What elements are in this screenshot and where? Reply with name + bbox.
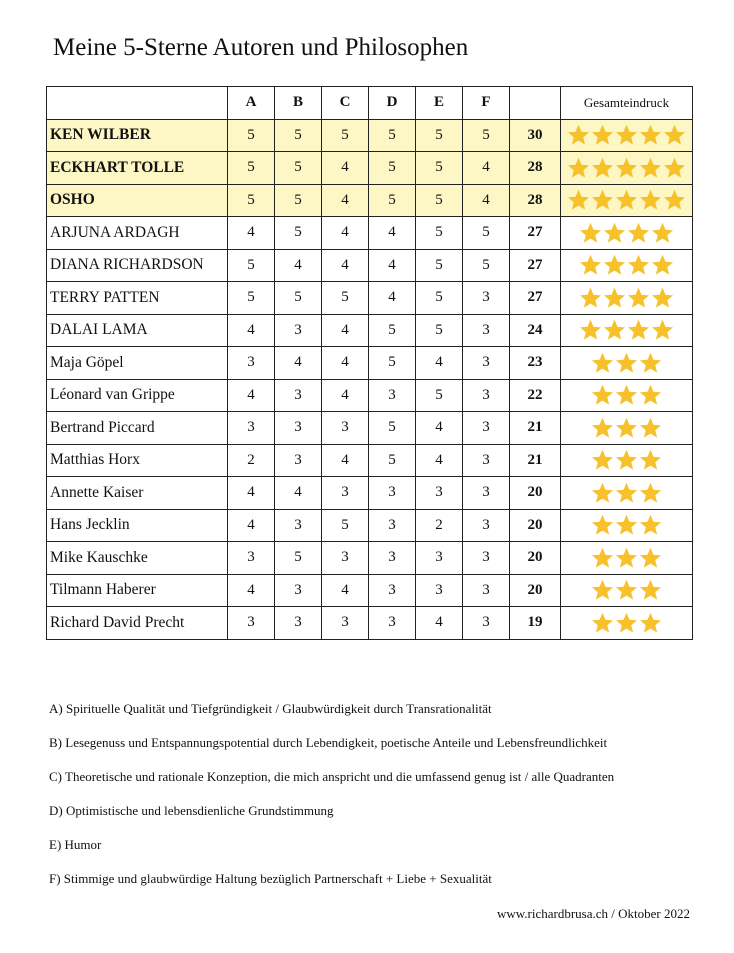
score-c: 4 bbox=[322, 217, 369, 250]
author-name: Léonard van Grippe bbox=[47, 379, 228, 412]
star-icon bbox=[639, 514, 662, 536]
score-a: 4 bbox=[228, 509, 275, 542]
star-icon bbox=[567, 124, 590, 146]
score-a: 3 bbox=[228, 607, 275, 640]
score-f: 4 bbox=[463, 152, 510, 185]
star-icon bbox=[603, 222, 626, 244]
star-icon bbox=[639, 157, 662, 179]
star-icon bbox=[567, 157, 590, 179]
star-icon bbox=[591, 189, 614, 211]
score-total: 27 bbox=[510, 282, 561, 315]
star-icon bbox=[579, 222, 602, 244]
author-name: Mike Kauschke bbox=[47, 542, 228, 575]
score-d: 3 bbox=[369, 477, 416, 510]
score-e: 5 bbox=[416, 119, 463, 152]
table-row bbox=[47, 119, 693, 152]
star-icon bbox=[639, 352, 662, 374]
author-name: Matthias Horx bbox=[47, 444, 228, 477]
table-row bbox=[47, 574, 693, 607]
author-name: Annette Kaiser bbox=[47, 477, 228, 510]
star-rating bbox=[561, 607, 693, 640]
author-name: Bertrand Piccard bbox=[47, 412, 228, 445]
star-icon bbox=[639, 124, 662, 146]
score-d: 3 bbox=[369, 542, 416, 575]
author-name: Maja Göpel bbox=[47, 347, 228, 380]
score-d: 5 bbox=[369, 152, 416, 185]
score-b: 4 bbox=[275, 249, 322, 282]
star-rating bbox=[561, 347, 693, 380]
score-a: 5 bbox=[228, 249, 275, 282]
score-c: 4 bbox=[322, 347, 369, 380]
legend-item-c: C) Theoretische und rationale Konzeption, die mich anspricht und die umfassend genug ist / alle Quadranten bbox=[49, 769, 615, 784]
score-a: 4 bbox=[228, 314, 275, 347]
star-icon bbox=[615, 352, 638, 374]
star-icon bbox=[627, 319, 650, 341]
score-c: 5 bbox=[322, 282, 369, 315]
header-e: E bbox=[416, 87, 463, 120]
score-e: 5 bbox=[416, 217, 463, 250]
score-e: 4 bbox=[416, 444, 463, 477]
score-b: 5 bbox=[275, 217, 322, 250]
score-c: 5 bbox=[322, 119, 369, 152]
score-d: 4 bbox=[369, 217, 416, 250]
star-icon bbox=[615, 482, 638, 504]
ratings-table bbox=[46, 86, 693, 640]
score-a: 5 bbox=[228, 152, 275, 185]
table-row bbox=[47, 412, 693, 445]
score-b: 3 bbox=[275, 574, 322, 607]
star-rating bbox=[561, 184, 693, 217]
star-rating bbox=[561, 249, 693, 282]
table-row bbox=[47, 152, 693, 185]
score-total: 22 bbox=[510, 379, 561, 412]
score-b: 3 bbox=[275, 412, 322, 445]
score-f: 3 bbox=[463, 379, 510, 412]
score-a: 5 bbox=[228, 119, 275, 152]
score-f: 3 bbox=[463, 444, 510, 477]
table-row bbox=[47, 509, 693, 542]
header-name bbox=[47, 87, 228, 120]
score-c: 3 bbox=[322, 477, 369, 510]
star-rating bbox=[561, 217, 693, 250]
score-d: 5 bbox=[369, 444, 416, 477]
score-d: 3 bbox=[369, 379, 416, 412]
score-e: 5 bbox=[416, 184, 463, 217]
score-e: 2 bbox=[416, 509, 463, 542]
header-b: B bbox=[275, 87, 322, 120]
score-c: 4 bbox=[322, 249, 369, 282]
score-b: 3 bbox=[275, 509, 322, 542]
table-row bbox=[47, 282, 693, 315]
star-icon bbox=[615, 157, 638, 179]
score-d: 4 bbox=[369, 282, 416, 315]
star-icon bbox=[639, 449, 662, 471]
legend-item-f: F) Stimmige und glaubwürdige Haltung bezüglich Partnerschaft + Liebe + Sexualität bbox=[49, 871, 492, 886]
score-a: 4 bbox=[228, 477, 275, 510]
score-c: 4 bbox=[322, 184, 369, 217]
star-icon bbox=[615, 449, 638, 471]
star-icon bbox=[639, 612, 662, 634]
score-c: 3 bbox=[322, 542, 369, 575]
star-icon bbox=[615, 384, 638, 406]
star-icon bbox=[579, 287, 602, 309]
legend-item-e: E) Humor bbox=[49, 837, 102, 852]
score-e: 4 bbox=[416, 412, 463, 445]
star-icon bbox=[663, 124, 686, 146]
star-icon bbox=[591, 612, 614, 634]
header-f: F bbox=[463, 87, 510, 120]
star-icon bbox=[639, 482, 662, 504]
page-title: Meine 5-Sterne Autoren und Philosophen bbox=[53, 34, 469, 61]
legend-item-a: A) Spirituelle Qualität und Tiefgründigkeit / Glaubwürdigkeit durch Transrationalität bbox=[49, 701, 492, 716]
table-body bbox=[47, 119, 693, 639]
score-b: 3 bbox=[275, 444, 322, 477]
score-b: 4 bbox=[275, 347, 322, 380]
table-row bbox=[47, 477, 693, 510]
score-total: 20 bbox=[510, 509, 561, 542]
star-icon bbox=[651, 287, 674, 309]
star-rating bbox=[561, 119, 693, 152]
author-name: Tilmann Haberer bbox=[47, 574, 228, 607]
star-rating bbox=[561, 509, 693, 542]
table-row bbox=[47, 184, 693, 217]
header-total bbox=[510, 87, 561, 120]
star-rating bbox=[561, 574, 693, 607]
score-total: 23 bbox=[510, 347, 561, 380]
table-row bbox=[47, 347, 693, 380]
star-icon bbox=[579, 319, 602, 341]
score-total: 21 bbox=[510, 412, 561, 445]
star-icon bbox=[603, 319, 626, 341]
star-icon bbox=[639, 189, 662, 211]
star-rating bbox=[561, 282, 693, 315]
score-e: 5 bbox=[416, 314, 463, 347]
score-e: 5 bbox=[416, 249, 463, 282]
star-icon bbox=[615, 514, 638, 536]
star-icon bbox=[651, 319, 674, 341]
table-header-row bbox=[47, 87, 693, 120]
score-total: 20 bbox=[510, 574, 561, 607]
star-icon bbox=[639, 579, 662, 601]
star-icon bbox=[615, 547, 638, 569]
star-icon bbox=[651, 254, 674, 276]
table-row bbox=[47, 444, 693, 477]
table-row bbox=[47, 607, 693, 640]
star-icon bbox=[591, 384, 614, 406]
score-f: 5 bbox=[463, 217, 510, 250]
score-f: 5 bbox=[463, 119, 510, 152]
score-f: 3 bbox=[463, 282, 510, 315]
header-a: A bbox=[228, 87, 275, 120]
score-f: 3 bbox=[463, 477, 510, 510]
author-name: ECKHART TOLLE bbox=[47, 152, 228, 185]
score-f: 3 bbox=[463, 347, 510, 380]
star-icon bbox=[627, 222, 650, 244]
score-a: 3 bbox=[228, 542, 275, 575]
score-b: 3 bbox=[275, 379, 322, 412]
star-rating bbox=[561, 477, 693, 510]
table-row bbox=[47, 314, 693, 347]
score-f: 3 bbox=[463, 314, 510, 347]
score-total: 27 bbox=[510, 217, 561, 250]
star-icon bbox=[603, 254, 626, 276]
star-icon bbox=[615, 612, 638, 634]
score-a: 3 bbox=[228, 347, 275, 380]
star-icon bbox=[639, 384, 662, 406]
score-total: 20 bbox=[510, 542, 561, 575]
star-rating bbox=[561, 314, 693, 347]
score-a: 5 bbox=[228, 184, 275, 217]
star-icon bbox=[603, 287, 626, 309]
score-f: 3 bbox=[463, 509, 510, 542]
score-total: 28 bbox=[510, 184, 561, 217]
footer-credit: www.richardbrusa.ch / Oktober 2022 bbox=[496, 906, 690, 921]
star-icon bbox=[627, 287, 650, 309]
star-icon bbox=[591, 579, 614, 601]
star-rating bbox=[561, 379, 693, 412]
score-d: 3 bbox=[369, 574, 416, 607]
score-c: 3 bbox=[322, 412, 369, 445]
score-total: 21 bbox=[510, 444, 561, 477]
author-name: DALAI LAMA bbox=[47, 314, 228, 347]
score-d: 5 bbox=[369, 412, 416, 445]
score-a: 2 bbox=[228, 444, 275, 477]
star-icon bbox=[663, 157, 686, 179]
score-d: 5 bbox=[369, 119, 416, 152]
table-row bbox=[47, 542, 693, 575]
score-b: 3 bbox=[275, 607, 322, 640]
star-icon bbox=[579, 254, 602, 276]
star-icon bbox=[615, 189, 638, 211]
author-name: KEN WILBER bbox=[47, 119, 228, 152]
score-f: 3 bbox=[463, 607, 510, 640]
table-row bbox=[47, 249, 693, 282]
score-e: 4 bbox=[416, 607, 463, 640]
star-icon bbox=[591, 352, 614, 374]
legend-item-d: D) Optimistische und lebensdienliche Grundstimmung bbox=[49, 803, 334, 818]
score-c: 4 bbox=[322, 152, 369, 185]
score-e: 5 bbox=[416, 379, 463, 412]
header-d: D bbox=[369, 87, 416, 120]
star-icon bbox=[591, 482, 614, 504]
score-c: 4 bbox=[322, 444, 369, 477]
score-total: 28 bbox=[510, 152, 561, 185]
star-icon bbox=[615, 579, 638, 601]
score-total: 30 bbox=[510, 119, 561, 152]
score-a: 3 bbox=[228, 412, 275, 445]
score-b: 5 bbox=[275, 542, 322, 575]
table-row bbox=[47, 217, 693, 250]
score-b: 3 bbox=[275, 314, 322, 347]
score-d: 5 bbox=[369, 347, 416, 380]
score-f: 3 bbox=[463, 574, 510, 607]
score-a: 4 bbox=[228, 379, 275, 412]
score-f: 5 bbox=[463, 249, 510, 282]
author-name: TERRY PATTEN bbox=[47, 282, 228, 315]
score-total: 20 bbox=[510, 477, 561, 510]
score-a: 5 bbox=[228, 282, 275, 315]
author-name: OSHO bbox=[47, 184, 228, 217]
star-icon bbox=[615, 417, 638, 439]
star-icon bbox=[663, 189, 686, 211]
score-e: 3 bbox=[416, 542, 463, 575]
legend-item-b: B) Lesegenuss und Entspannungspotential durch Lebendigkeit, poetische Anteile und Lebensfreundlichkeit bbox=[49, 735, 608, 750]
score-total: 19 bbox=[510, 607, 561, 640]
score-e: 3 bbox=[416, 477, 463, 510]
star-rating bbox=[561, 444, 693, 477]
header-gesamteindruck: Gesamteindruck bbox=[561, 87, 693, 120]
author-name: ARJUNA ARDAGH bbox=[47, 217, 228, 250]
table-row bbox=[47, 379, 693, 412]
score-e: 3 bbox=[416, 574, 463, 607]
score-f: 3 bbox=[463, 412, 510, 445]
score-b: 5 bbox=[275, 282, 322, 315]
score-e: 5 bbox=[416, 282, 463, 315]
score-a: 4 bbox=[228, 574, 275, 607]
star-icon bbox=[567, 189, 590, 211]
star-icon bbox=[615, 124, 638, 146]
author-name: Hans Jecklin bbox=[47, 509, 228, 542]
score-c: 4 bbox=[322, 574, 369, 607]
score-b: 5 bbox=[275, 152, 322, 185]
star-rating bbox=[561, 542, 693, 575]
star-icon bbox=[591, 124, 614, 146]
header-c: C bbox=[322, 87, 369, 120]
score-b: 5 bbox=[275, 184, 322, 217]
score-c: 5 bbox=[322, 509, 369, 542]
score-e: 5 bbox=[416, 152, 463, 185]
star-icon bbox=[591, 514, 614, 536]
score-f: 3 bbox=[463, 542, 510, 575]
score-d: 3 bbox=[369, 607, 416, 640]
score-d: 5 bbox=[369, 314, 416, 347]
score-d: 3 bbox=[369, 509, 416, 542]
star-icon bbox=[591, 417, 614, 439]
star-icon bbox=[639, 547, 662, 569]
star-icon bbox=[591, 157, 614, 179]
star-rating bbox=[561, 412, 693, 445]
star-icon bbox=[627, 254, 650, 276]
score-a: 4 bbox=[228, 217, 275, 250]
score-total: 24 bbox=[510, 314, 561, 347]
score-c: 4 bbox=[322, 379, 369, 412]
star-icon bbox=[651, 222, 674, 244]
star-icon bbox=[591, 449, 614, 471]
score-e: 4 bbox=[416, 347, 463, 380]
score-c: 4 bbox=[322, 314, 369, 347]
score-c: 3 bbox=[322, 607, 369, 640]
author-name: DIANA RICHARDSON bbox=[47, 249, 228, 282]
star-icon bbox=[639, 417, 662, 439]
score-b: 5 bbox=[275, 119, 322, 152]
score-b: 4 bbox=[275, 477, 322, 510]
score-f: 4 bbox=[463, 184, 510, 217]
score-d: 4 bbox=[369, 249, 416, 282]
star-icon bbox=[591, 547, 614, 569]
score-total: 27 bbox=[510, 249, 561, 282]
author-name: Richard David Precht bbox=[47, 607, 228, 640]
star-rating bbox=[561, 152, 693, 185]
score-d: 5 bbox=[369, 184, 416, 217]
